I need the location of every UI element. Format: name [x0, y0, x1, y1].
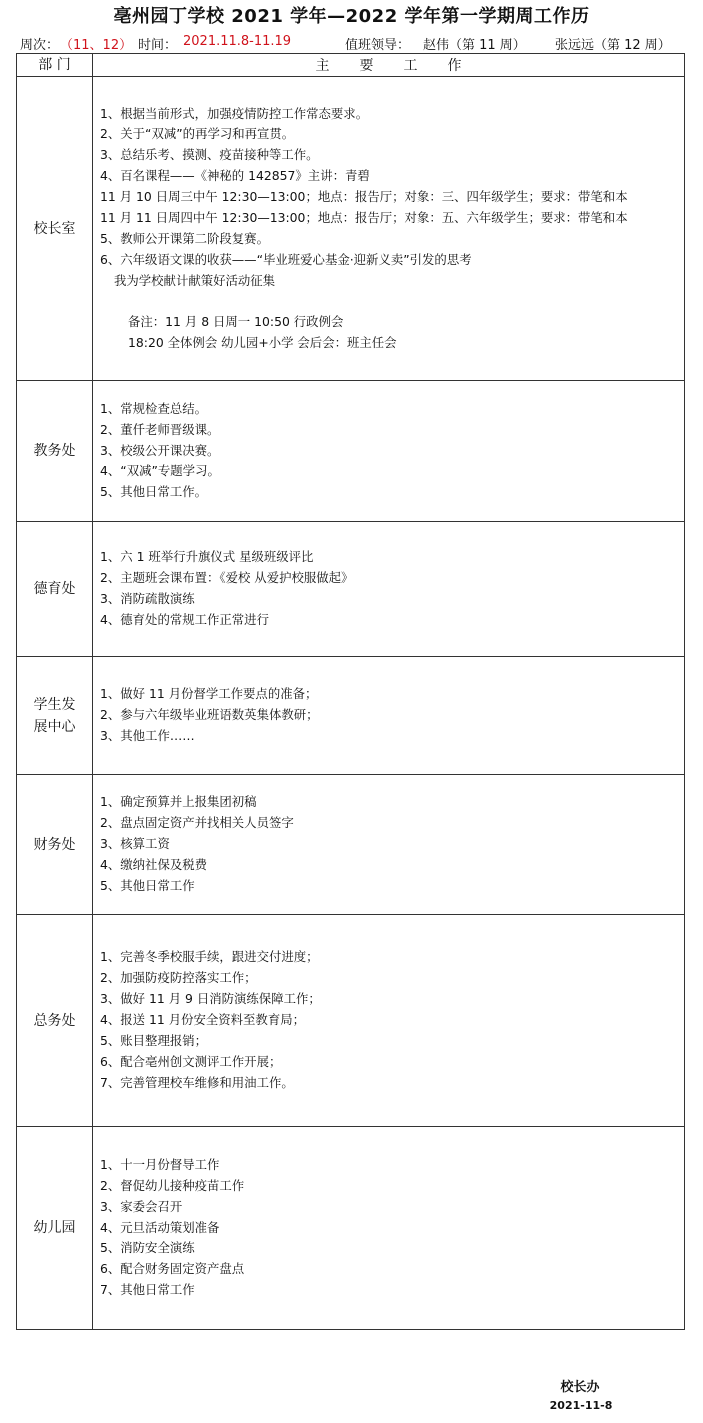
work-item: 1、做好 11 月份督学工作要点的准备；: [100, 686, 318, 702]
work-item: 我为学校献计献策好活动征集: [114, 272, 276, 288]
leader-week-12: 张远远（第 12 周）: [555, 38, 671, 53]
work-item: 3、家委会召开: [100, 1198, 183, 1214]
work-cell: [93, 657, 685, 775]
dept-label-line1: 学生发: [33, 696, 76, 713]
footer-date: 2021-11-8: [549, 1399, 613, 1412]
work-item: 6、配合亳州创文测评工作开展；: [100, 1053, 282, 1069]
work-cell: [93, 77, 685, 381]
work-item: 2、盘点固定资产并找相关人员签字: [100, 815, 294, 831]
work-item: 3、核算工资: [100, 836, 170, 852]
section-student-development: [17, 657, 685, 775]
time-label: 时间：: [138, 38, 178, 53]
dept-cell: 财务处: [17, 775, 93, 915]
section-finance: [17, 775, 685, 915]
work-item: 2、参与六年级毕业班语数英集体教研；: [100, 707, 319, 723]
work-item: 3、校级公开课决赛。: [100, 442, 220, 458]
week-value: （11、12）: [60, 38, 133, 53]
leader-week-11: 赵伟（第 11 周）: [423, 38, 526, 53]
work-item: 4、元旦活动策划准备: [100, 1219, 220, 1235]
work-item: 2、督促幼儿接种疫苗工作: [100, 1177, 245, 1193]
work-item: 4、德育处的常规工作正常进行: [100, 611, 269, 627]
section-academic-affairs: [17, 381, 685, 522]
dept-cell: 幼儿园: [17, 1127, 93, 1330]
meta-row: [20, 34, 685, 52]
work-item: 1、十一月份督导工作: [100, 1156, 220, 1172]
work-cell: [93, 1127, 685, 1330]
work-item: 4、百名课程——《神秘的 142857》主讲：青碧: [100, 168, 370, 184]
week-label: 周次：: [20, 38, 60, 53]
section-general-affairs: [17, 915, 685, 1127]
work-cell: [93, 915, 685, 1127]
work-item: 11 月 11 日周四中午 12:30—13:00；地点：报告厅；对象：五、六年级学生；要求：带笔和本: [100, 210, 628, 226]
footer-office: 校长办: [560, 1380, 600, 1395]
dept-cell: 校长室: [17, 77, 93, 381]
note-item: 18:20 全体例会 幼儿园+小学 会后会：班主任会: [128, 334, 397, 350]
work-item: 4、缴纳社保及税费: [100, 856, 208, 872]
dept-cell: [17, 657, 93, 775]
work-item: 5、账目整理报销；: [100, 1032, 208, 1048]
work-calendar-table: [16, 53, 685, 1330]
work-item: 4、报送 11 月份安全资料至教育局；: [100, 1012, 305, 1028]
work-item: 2、关于“双减”的再学习和再宣贯。: [100, 126, 295, 142]
work-item: 7、其他日常工作: [100, 1282, 195, 1298]
work-item: 1、六 1 班举行升旗仪式 星级班级评比: [100, 549, 314, 565]
dept-label-line2: 展中心: [33, 718, 76, 735]
work-item: 4、“双减”专题学习。: [100, 463, 220, 479]
work-item: 1、确定预算并上报集团初稿: [100, 794, 257, 810]
dept-cell: 德育处: [17, 522, 93, 657]
leader-label: 值班领导：: [345, 38, 411, 53]
header-dept: 部 门: [17, 54, 93, 77]
dept-cell: 教务处: [17, 381, 93, 522]
work-item: 2、主题班会课布置：《爱校 从爱护校服做起》: [100, 570, 354, 586]
document-title: 亳州园丁学校 2021 学年—2022 学年第一学期周工作历: [113, 6, 590, 27]
work-item: 5、其他日常工作: [100, 877, 195, 893]
dept-cell: 总务处: [17, 915, 93, 1127]
work-item: 2、董仟老师晋级课。: [100, 421, 220, 437]
section-moral-education: [17, 522, 685, 657]
section-kindergarten: [17, 1127, 685, 1330]
work-item: 3、消防疏散演练: [100, 591, 195, 606]
work-item: 1、常规检查总结。: [100, 400, 208, 416]
work-item: 2、加强防疫防控落实工作；: [100, 970, 257, 986]
work-item: 3、做好 11 月 9 日消防演练保障工作；: [100, 991, 321, 1007]
work-cell: [93, 775, 685, 915]
work-item: 5、消防安全演练: [100, 1240, 195, 1256]
work-item: 6、六年级语文课的收获——“毕业班爱心基金·迎新义卖”引发的思考: [100, 251, 472, 267]
work-item: 5、教师公开课第二阶段复赛。: [100, 230, 269, 246]
work-item: 1、根据当前形式，加强疫情防控工作常态要求。: [100, 105, 369, 121]
work-cell: [93, 381, 685, 522]
header-main-work: 主要工作: [93, 54, 685, 77]
time-value: 2021.11.8-11.19: [183, 34, 292, 49]
work-cell: [93, 522, 685, 657]
work-item: 3、总结乐考、摸测、疫苗接种等工作。: [100, 147, 319, 163]
note-item: 备注：11 月 8 日周一 10:50 行政例会: [128, 313, 344, 329]
header-row: [17, 54, 685, 77]
section-principal-office: [17, 77, 685, 381]
work-item: 6、配合财务固定资产盘点: [100, 1261, 245, 1277]
work-item: 11 月 10 日周三中午 12:30—13:00；地点：报告厅；对象：三、四年级学生；要求：带笔和本: [100, 189, 628, 205]
work-item: 1、完善冬季校服手续，跟进交付进度；: [100, 949, 319, 965]
work-item: 3、其他工作……: [100, 727, 195, 743]
work-item: 7、完善管理校车维修和用油工作。: [100, 1074, 294, 1090]
work-item: 5、其他日常工作。: [100, 484, 208, 500]
